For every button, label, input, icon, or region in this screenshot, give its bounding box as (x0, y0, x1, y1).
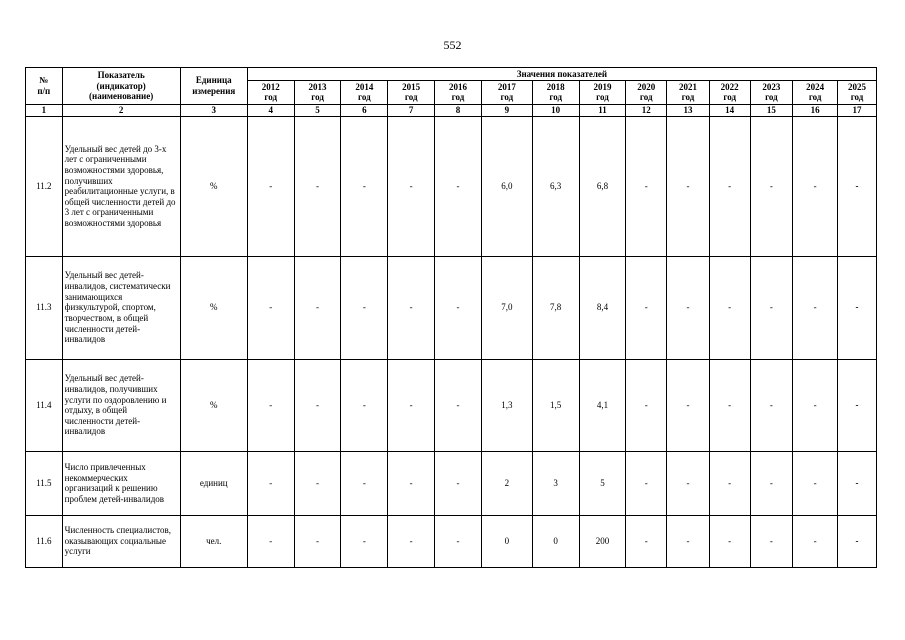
row-unit: чел. (180, 515, 247, 567)
column-number: 17 (838, 105, 877, 117)
row-value: - (793, 515, 838, 567)
row-value: 6,3 (532, 116, 579, 256)
row-value: 2 (481, 451, 532, 515)
row-value: - (709, 256, 750, 359)
header-year: 2025 год (838, 81, 877, 105)
row-value: - (435, 515, 482, 567)
row-value: - (750, 451, 793, 515)
row-unit: % (180, 359, 247, 451)
row-value: - (247, 515, 294, 567)
column-number: 1 (26, 105, 63, 117)
row-value: - (667, 116, 710, 256)
row-value: - (341, 359, 388, 451)
row-value: - (388, 515, 435, 567)
row-value: - (667, 515, 710, 567)
column-number: 15 (750, 105, 793, 117)
column-number: 9 (481, 105, 532, 117)
row-value: 3 (532, 451, 579, 515)
header-year: 2024 год (793, 81, 838, 105)
row-value: - (294, 451, 341, 515)
row-value: - (626, 116, 667, 256)
row-value: - (667, 451, 710, 515)
table-row (26, 515, 877, 567)
row-value: 1,5 (532, 359, 579, 451)
row-value: - (247, 116, 294, 256)
row-value: 4,1 (579, 359, 626, 451)
header-indicator: Показатель (индикатор) (наименование) (62, 68, 180, 105)
row-value: - (435, 256, 482, 359)
row-value: - (626, 256, 667, 359)
row-value: - (626, 515, 667, 567)
row-value: - (709, 116, 750, 256)
column-number: 6 (341, 105, 388, 117)
header-num: № п/п (26, 68, 63, 105)
header-year: 2023 год (750, 81, 793, 105)
row-value: - (750, 256, 793, 359)
row-value: 7,8 (532, 256, 579, 359)
header-year: 2012 год (247, 81, 294, 105)
table-row (26, 256, 877, 359)
row-indicator-name: Удельный вес детей до 3-х лет с ограниченными возможностями здоровья, получивших реабилитационные услуги, в общей численности детей до 3 лет с ограниченными возможностями здоровья (62, 116, 180, 256)
row-value: - (247, 451, 294, 515)
row-value: - (388, 451, 435, 515)
header-year: 2015 год (388, 81, 435, 105)
header-year: 2019 год (579, 81, 626, 105)
row-value-2025: - (838, 451, 877, 515)
row-value: - (247, 359, 294, 451)
row-value: - (247, 256, 294, 359)
row-value: - (294, 116, 341, 256)
row-value: - (626, 451, 667, 515)
row-value: - (435, 116, 482, 256)
column-number: 2 (62, 105, 180, 117)
row-value-2025: - (838, 515, 877, 567)
column-number: 8 (435, 105, 482, 117)
row-number: 11.5 (26, 451, 63, 515)
row-value: - (793, 359, 838, 451)
row-value: - (709, 359, 750, 451)
header-year: 2020 год (626, 81, 667, 105)
column-number: 10 (532, 105, 579, 117)
row-value: - (341, 116, 388, 256)
row-value: 0 (481, 515, 532, 567)
header-year: 2017 год (481, 81, 532, 105)
row-value: - (667, 256, 710, 359)
row-indicator-name: Численность специалистов, оказывающих социальные услуги (62, 515, 180, 567)
row-value-2025: - (838, 116, 877, 256)
row-value: - (388, 116, 435, 256)
row-value: 1,3 (481, 359, 532, 451)
row-value: - (793, 116, 838, 256)
row-value: - (667, 359, 710, 451)
row-value: - (626, 359, 667, 451)
header-unit: Единица измерения (180, 68, 247, 105)
column-number: 11 (579, 105, 626, 117)
header-year: 2014 год (341, 81, 388, 105)
column-number: 16 (793, 105, 838, 117)
table-row (26, 359, 877, 451)
table-row (26, 116, 877, 256)
row-value: - (341, 451, 388, 515)
row-value: 8,4 (579, 256, 626, 359)
indicators-table (25, 67, 877, 568)
column-number: 3 (180, 105, 247, 117)
row-value: - (341, 515, 388, 567)
row-value: - (341, 256, 388, 359)
header-year: 2013 год (294, 81, 341, 105)
column-number: 4 (247, 105, 294, 117)
row-value: - (294, 359, 341, 451)
row-number: 11.6 (26, 515, 63, 567)
page-number: 552 (443, 38, 462, 52)
row-indicator-name: Удельный вес детей-инвалидов, получивших услуги по оздоровлению и отдыху, в общей численности детей-инвалидов (62, 359, 180, 451)
row-number: 11.3 (26, 256, 63, 359)
row-number: 11.4 (26, 359, 63, 451)
row-value: - (750, 515, 793, 567)
column-number: 13 (667, 105, 710, 117)
row-value: - (750, 116, 793, 256)
row-indicator-name: Удельный вес детей-инвалидов, систематически занимающихся физкультурой, спортом, творчеством, в общей численности детей-инвалидов (62, 256, 180, 359)
row-value: - (793, 451, 838, 515)
row-value: - (388, 256, 435, 359)
row-value: 6,0 (481, 116, 532, 256)
header-year: 2016 год (435, 81, 482, 105)
row-value: - (750, 359, 793, 451)
row-value: - (388, 359, 435, 451)
header-year: 2021 год (667, 81, 710, 105)
row-value: - (435, 359, 482, 451)
row-number: 11.2 (26, 116, 63, 256)
row-value-2025: - (838, 359, 877, 451)
row-value: - (294, 256, 341, 359)
column-number: 5 (294, 105, 341, 117)
header-values-group: Значения показателей (247, 68, 876, 81)
row-unit: % (180, 256, 247, 359)
row-value: - (793, 256, 838, 359)
row-value: 6,8 (579, 116, 626, 256)
row-value: 0 (532, 515, 579, 567)
header-year: 2022 год (709, 81, 750, 105)
row-unit: единиц (180, 451, 247, 515)
column-number: 12 (626, 105, 667, 117)
column-number: 7 (388, 105, 435, 117)
row-value: 5 (579, 451, 626, 515)
header-year: 2018 год (532, 81, 579, 105)
row-value: - (709, 515, 750, 567)
row-value: - (435, 451, 482, 515)
row-value: 7,0 (481, 256, 532, 359)
column-number: 14 (709, 105, 750, 117)
row-value: - (709, 451, 750, 515)
row-indicator-name: Число привлеченных некоммерческих организаций к решению проблем детей-инвалидов (62, 451, 180, 515)
row-value: 200 (579, 515, 626, 567)
row-value: - (294, 515, 341, 567)
row-value-2025: - (838, 256, 877, 359)
row-unit: % (180, 116, 247, 256)
table-row (26, 451, 877, 515)
